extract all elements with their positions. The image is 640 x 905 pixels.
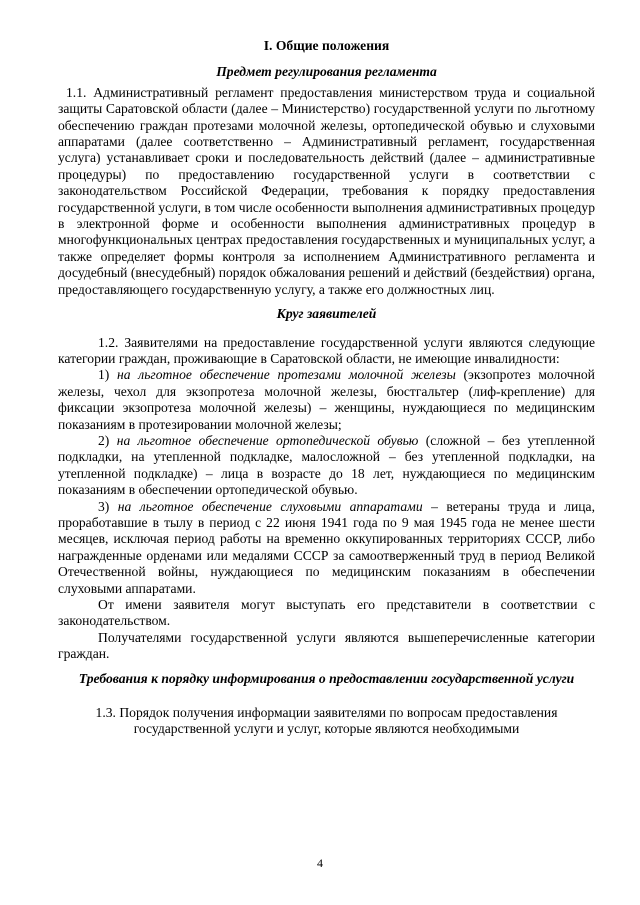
paragraph-1-3: 1.3. Порядок получения информации заявителями по вопросам предоставления государственной услуги и услуг, которые являются необходимыми	[95, 705, 558, 737]
informing-heading: Требования к порядку информирования о предоставлении государственной услуги	[78, 670, 575, 686]
item-3-text: – ветераны труда и лица, проработавшие в тылу в период с 22 июня 1941 года по 9 мая 1945 года не менее шести месяцев, исключая период работы на временно оккупированных территориях СССР, либо награжденные орденами или медалями СССР за самоотверженный труд в период Великой Отечественной войны, нуждающиеся по медицинским показаниям в обеспечении слуховыми аппаратами.	[58, 498, 595, 596]
item-2-emphasis: на льготное обеспечение ортопедической обувью	[116, 432, 419, 448]
applicants-heading: Круг заявителей	[276, 306, 377, 322]
item-2-number: 2)	[98, 432, 117, 448]
paragraph-1-1: 1.1. Административный регламент предоставления министерством труда и социальной защиты Саратовской области (далее – Министерство) государственной услуги по льготному обеспечению граждан протезами молочной железы, ортопедической обувью и слуховыми аппаратами (далее соответственно – Административный регламент, государственная услуга) устанавливает сроки и последовательность действий (далее – административные процедуры) по предоставлению государственной услуги в соответствии с законодательством Российской Федерации, требования к порядку предоставления государственной услуги, в том числе особенности выполнения административных процедур в электронной форме и особенности выполнения административных процедур в многофункциональных центрах предоставления государственных и муниципальных услуг, а также определяет формы контроля за исполнением Административного регламента и досудебный (внесудебный) порядок обжалования решений и действий (бездействия) органа, предоставляющего государственную услугу, а также его должностных лиц.	[58, 84, 595, 297]
page-content	[58, 38, 595, 738]
paragraph-1-2: 1.2. Заявителями на предоставление государственной услуги являются следующие категории граждан, проживающие в Саратовской области, не имеющие инвалидности:	[58, 334, 595, 366]
recipients-paragraph: Получателями государственной услуги являются вышеперечисленные категории граждан.	[58, 629, 595, 662]
applicant-item-2	[58, 433, 595, 499]
representative-paragraph: От имени заявителя могут выступать его представители в соответствии с законодательством.	[58, 597, 595, 629]
subject-heading: Предмет регулирования регламента	[216, 64, 437, 80]
item-3-emphasis: на льготное обеспечение слуховыми аппаратами	[117, 498, 423, 514]
item-1-emphasis: на льготное обеспечение протезами молочной железы	[117, 367, 456, 383]
item-1-number: 1)	[98, 367, 118, 383]
item-3-number: 3)	[98, 498, 118, 514]
item-2-text: (сложной – без утепленной подкладки, на утепленной подкладке, малосложной – без утепленной подкладки, на утепленной подкладке) – лица в возрасте до 18 лет, нуждающиеся по медицинским показаниям в обеспечении ортопедической обувью.	[58, 432, 595, 498]
applicant-item-1	[58, 367, 595, 433]
applicant-item-3	[58, 499, 595, 597]
item-1-text: (экзопротез молочной железы, чехол для экзопротеза молочной железы, бюстгальтер (лиф-крепление) для фиксации экзопротеза молочной железы) – женщины, нуждающиеся по медицинским показаниям в протезировании молочной железы;	[58, 367, 595, 432]
section-title: I. Общие положения	[263, 38, 390, 53]
page-number: 4	[317, 856, 323, 870]
